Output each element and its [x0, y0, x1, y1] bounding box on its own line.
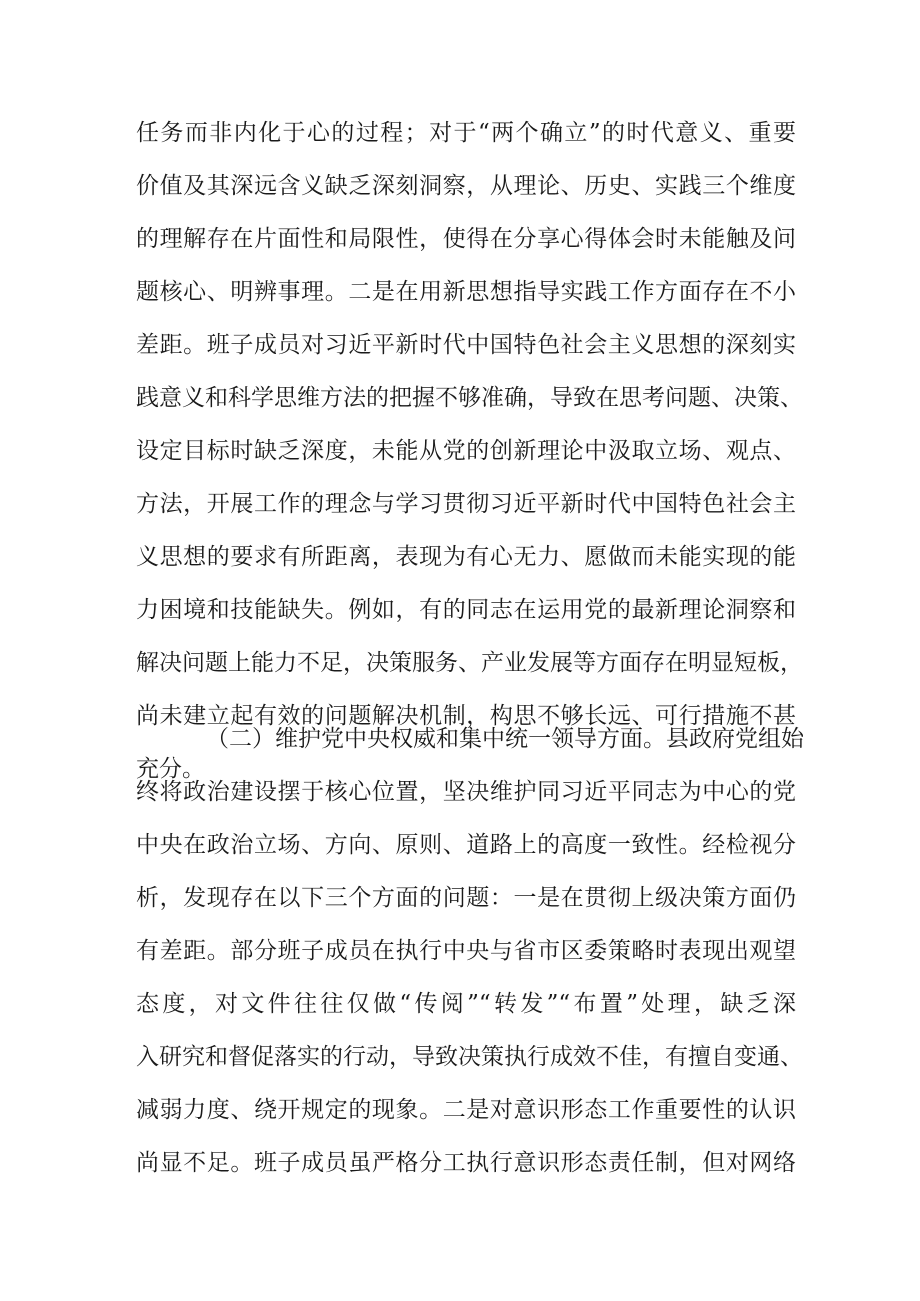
paragraph-line: 尚未建立起有效的问题解决机制，构思不够长远、可行措施不甚 — [136, 703, 796, 729]
paragraph-2 — [136, 713, 804, 1190]
paragraph-line: 析，发现存在以下三个方面的问题：一是在贯彻上级决策方面仍 — [136, 885, 796, 911]
paragraph-line: 任务而非内化于心的过程；对于“两个确立”的时代意义、重要 — [136, 120, 796, 146]
paragraph-line: 题核心、明辨事理。二是在用新思想指导实践工作方面存在不小 — [136, 279, 796, 305]
paragraph-line: 解决问题上能力不足，决策服务、产业发展等方面存在明显短板， — [136, 650, 803, 676]
paragraph-line: 设定目标时缺乏深度，未能从党的创新理论中汲取立场、观点、 — [136, 438, 796, 464]
paragraph-line: 尚显不足。班子成员虽严格分工执行意识形态责任制，但对网络 — [136, 1150, 796, 1176]
paragraph-line: 终将政治建设摆于核心位置，坚决维护同习近平同志为中心的党 — [136, 779, 796, 805]
paragraph-line: 践意义和科学思维方法的把握不够准确，导致在思考问题、决策、 — [136, 385, 803, 411]
paragraph-line: 入研究和督促落实的行动，导致决策执行成效不佳，有擅自变通、 — [136, 1044, 803, 1070]
paragraph-1 — [136, 107, 804, 796]
paragraph-line: 方法，开展工作的理念与学习贯彻习近平新时代中国特色社会主 — [136, 491, 796, 517]
paragraph-line: 力困境和技能缺失。例如，有的同志在运用党的最新理论洞察和 — [136, 597, 796, 623]
paragraph-line: （二）维护党中央权威和集中统一领导方面。县政府党组始 — [206, 726, 804, 752]
paragraph-line: 义思想的要求有所距离，表现为有心无力、愿做而未能实现的能 — [136, 544, 796, 570]
paragraph-line: 的理解存在片面性和局限性，使得在分享心得体会时未能触及问 — [136, 226, 796, 252]
paragraph-line: 价值及其深远含义缺乏深刻洞察，从理论、历史、实践三个维度 — [136, 173, 796, 199]
paragraph-line: 态度，对文件往往仅做“传阅”“转发”“布置”处理，缺乏深 — [136, 991, 796, 1017]
paragraph-line: 减弱力度、绕开规定的现象。二是对意识形态工作重要性的认识 — [136, 1097, 796, 1123]
paragraph-line: 充分。 — [136, 756, 205, 782]
paragraph-line: 有差距。部分班子成员在执行中央与省市区委策略时表现出观望 — [136, 938, 796, 964]
paragraph-line: 中央在政治立场、方向、原则、道路上的高度一致性。经检视分 — [136, 832, 796, 858]
paragraph-line: 差距。班子成员对习近平新时代中国特色社会主义思想的深刻实 — [136, 332, 796, 358]
